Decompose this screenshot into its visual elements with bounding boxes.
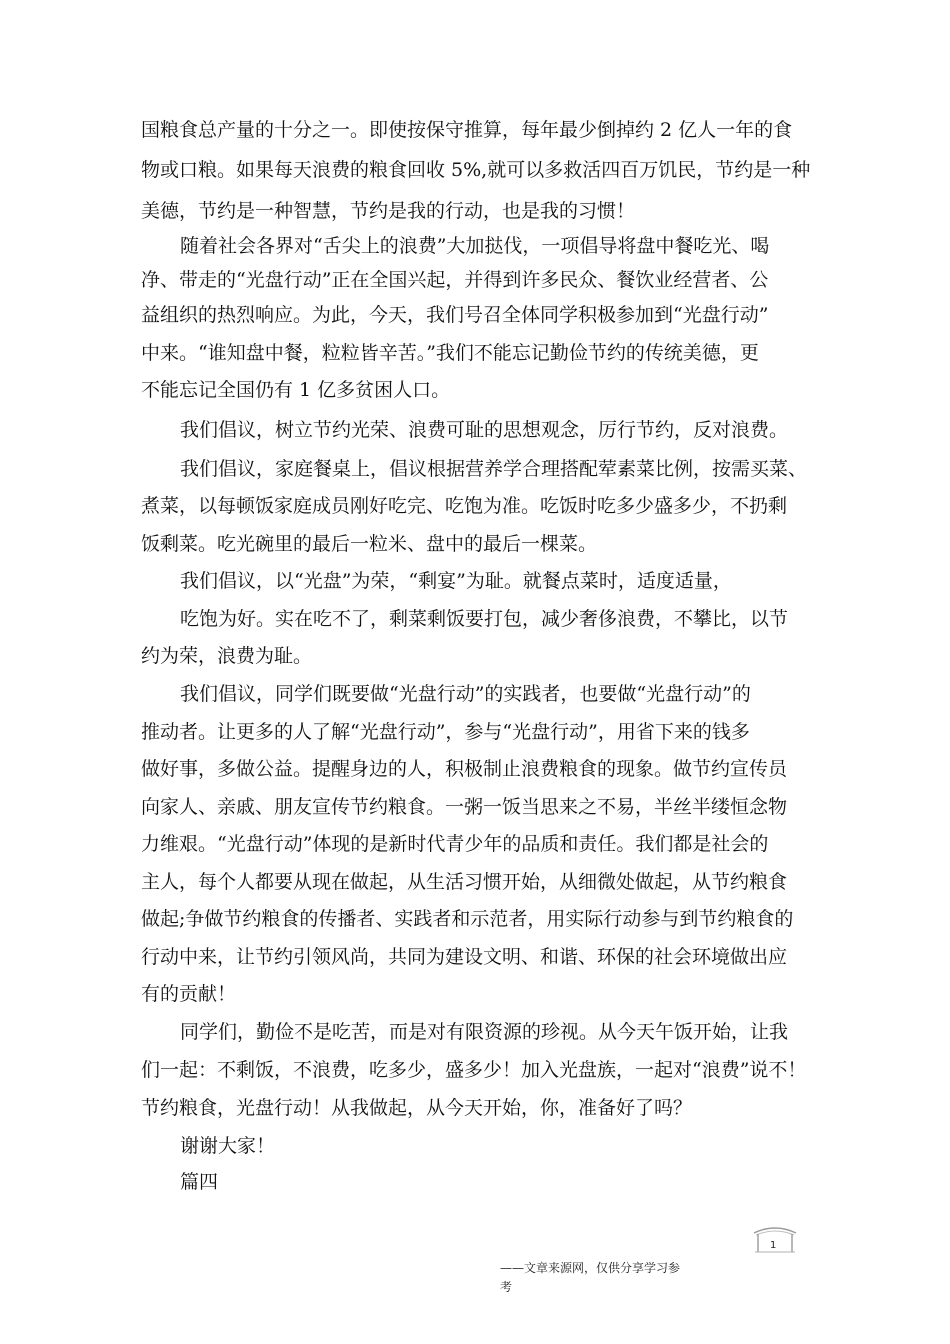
- text-line: 有的贡献！: [141, 983, 237, 1005]
- page-number: 1: [770, 1240, 777, 1251]
- text-line: 们一起：不剩饭，不浪费，吃多少，盛多少！加入光盘族，一起对“浪费”说不！: [141, 1059, 807, 1081]
- text-line: 吃饱为好。实在吃不了，剩菜剩饭要打包，减少奢侈浪费，不攀比，以节: [180, 608, 789, 630]
- text-line: 不能忘记全国仍有 1 亿多贫困人口。: [141, 379, 451, 401]
- text-line: 我们倡议，树立节约光荣、浪费可耻的思想观念，厉行节约，反对浪费。: [180, 419, 789, 441]
- source-note: ——文章来源网，仅供分享学习参: [500, 1261, 681, 1275]
- text-line: 做起;争做节约粮食的传播者、实践者和示范者，用实际行动参与到节约粮食的: [141, 908, 794, 930]
- text-line: 我们倡议，以“光盘”为荣，“剩宴”为耻。就餐点菜时，适度适量，: [180, 570, 732, 592]
- text-line: 我们倡议，同学们既要做“光盘行动”的实践者，也要做“光盘行动”的: [180, 683, 751, 705]
- text-line: 饭剩菜。吃光碗里的最后一粒米、盘中的最后一棵菜。: [141, 533, 598, 555]
- text-line: 我们倡议，家庭餐桌上，倡议根据营养学合理搭配荤素菜比例，按需买菜、: [180, 458, 808, 480]
- text-line: 节约粮食，光盘行动！从我做起，从今天开始，你，准备好了吗？: [141, 1097, 693, 1119]
- text-line: 做好事，多做公益。提醒身边的人，积极制止浪费粮食的现象。做节约宣传员: [141, 758, 788, 780]
- text-line: 力维艰。“光盘行动”体现的是新时代青少年的品质和责任。我们都是社会的: [141, 833, 769, 855]
- text-line: 同学们，勤俭不是吃苦，而是对有限资源的珍视。从今天午饭开始，让我: [180, 1021, 789, 1043]
- text-line: 净、带走的“光盘行动”正在全国兴起，并得到许多民众、餐饮业经营者、公: [141, 269, 769, 291]
- source-note-continued: 考: [500, 1280, 513, 1294]
- text-line: 煮菜，以每顿饭家庭成员刚好吃完、吃饱为准。吃饭时吃多少盛多少，不扔剩: [141, 495, 788, 517]
- text-line: 向家人、亲戚、朋友宣传节约粮食。一粥一饭当思来之不易，半丝半缕恒念物: [141, 796, 788, 818]
- text-line: 主人，每个人都要从现在做起，从生活习惯开始，从细微处做起，从节约粮食: [141, 871, 788, 893]
- text-line: 随着社会各界对“舌尖上的浪费”大加挞伐，一项倡导将盘中餐吃光、喝: [180, 235, 770, 257]
- text-line: 美德，节约是一种智慧，节约是我的行动，也是我的习惯！: [141, 200, 636, 222]
- text-line: 中来。“谁知盘中餐，粒粒皆辛苦。”我们不能忘记勤俭节约的传统美德，更: [141, 342, 759, 364]
- section-heading: 篇四: [180, 1171, 219, 1193]
- text-line: 推动者。让更多的人了解“光盘行动”，参与“光盘行动”，用省下来的钱多: [141, 721, 750, 743]
- text-line: 约为荣，浪费为耻。: [141, 645, 313, 667]
- text-line: 益组织的热烈响应。为此，今天，我们号召全体同学积极参加到“光盘行动”: [141, 304, 769, 326]
- text-line: 谢谢大家！: [180, 1135, 276, 1157]
- text-line: 国粮食总产量的十分之一。即使按保守推算，每年最少倒掉约 2 亿人一年的食: [141, 119, 793, 141]
- text-line: 行动中来，让节约引领风尚，共同为建设文明、和谐、环保的社会环境做出应: [141, 946, 788, 968]
- text-line: 物或口粮。如果每天浪费的粮食回收 5%,就可以多救活四百万饥民，节约是一种: [141, 159, 811, 181]
